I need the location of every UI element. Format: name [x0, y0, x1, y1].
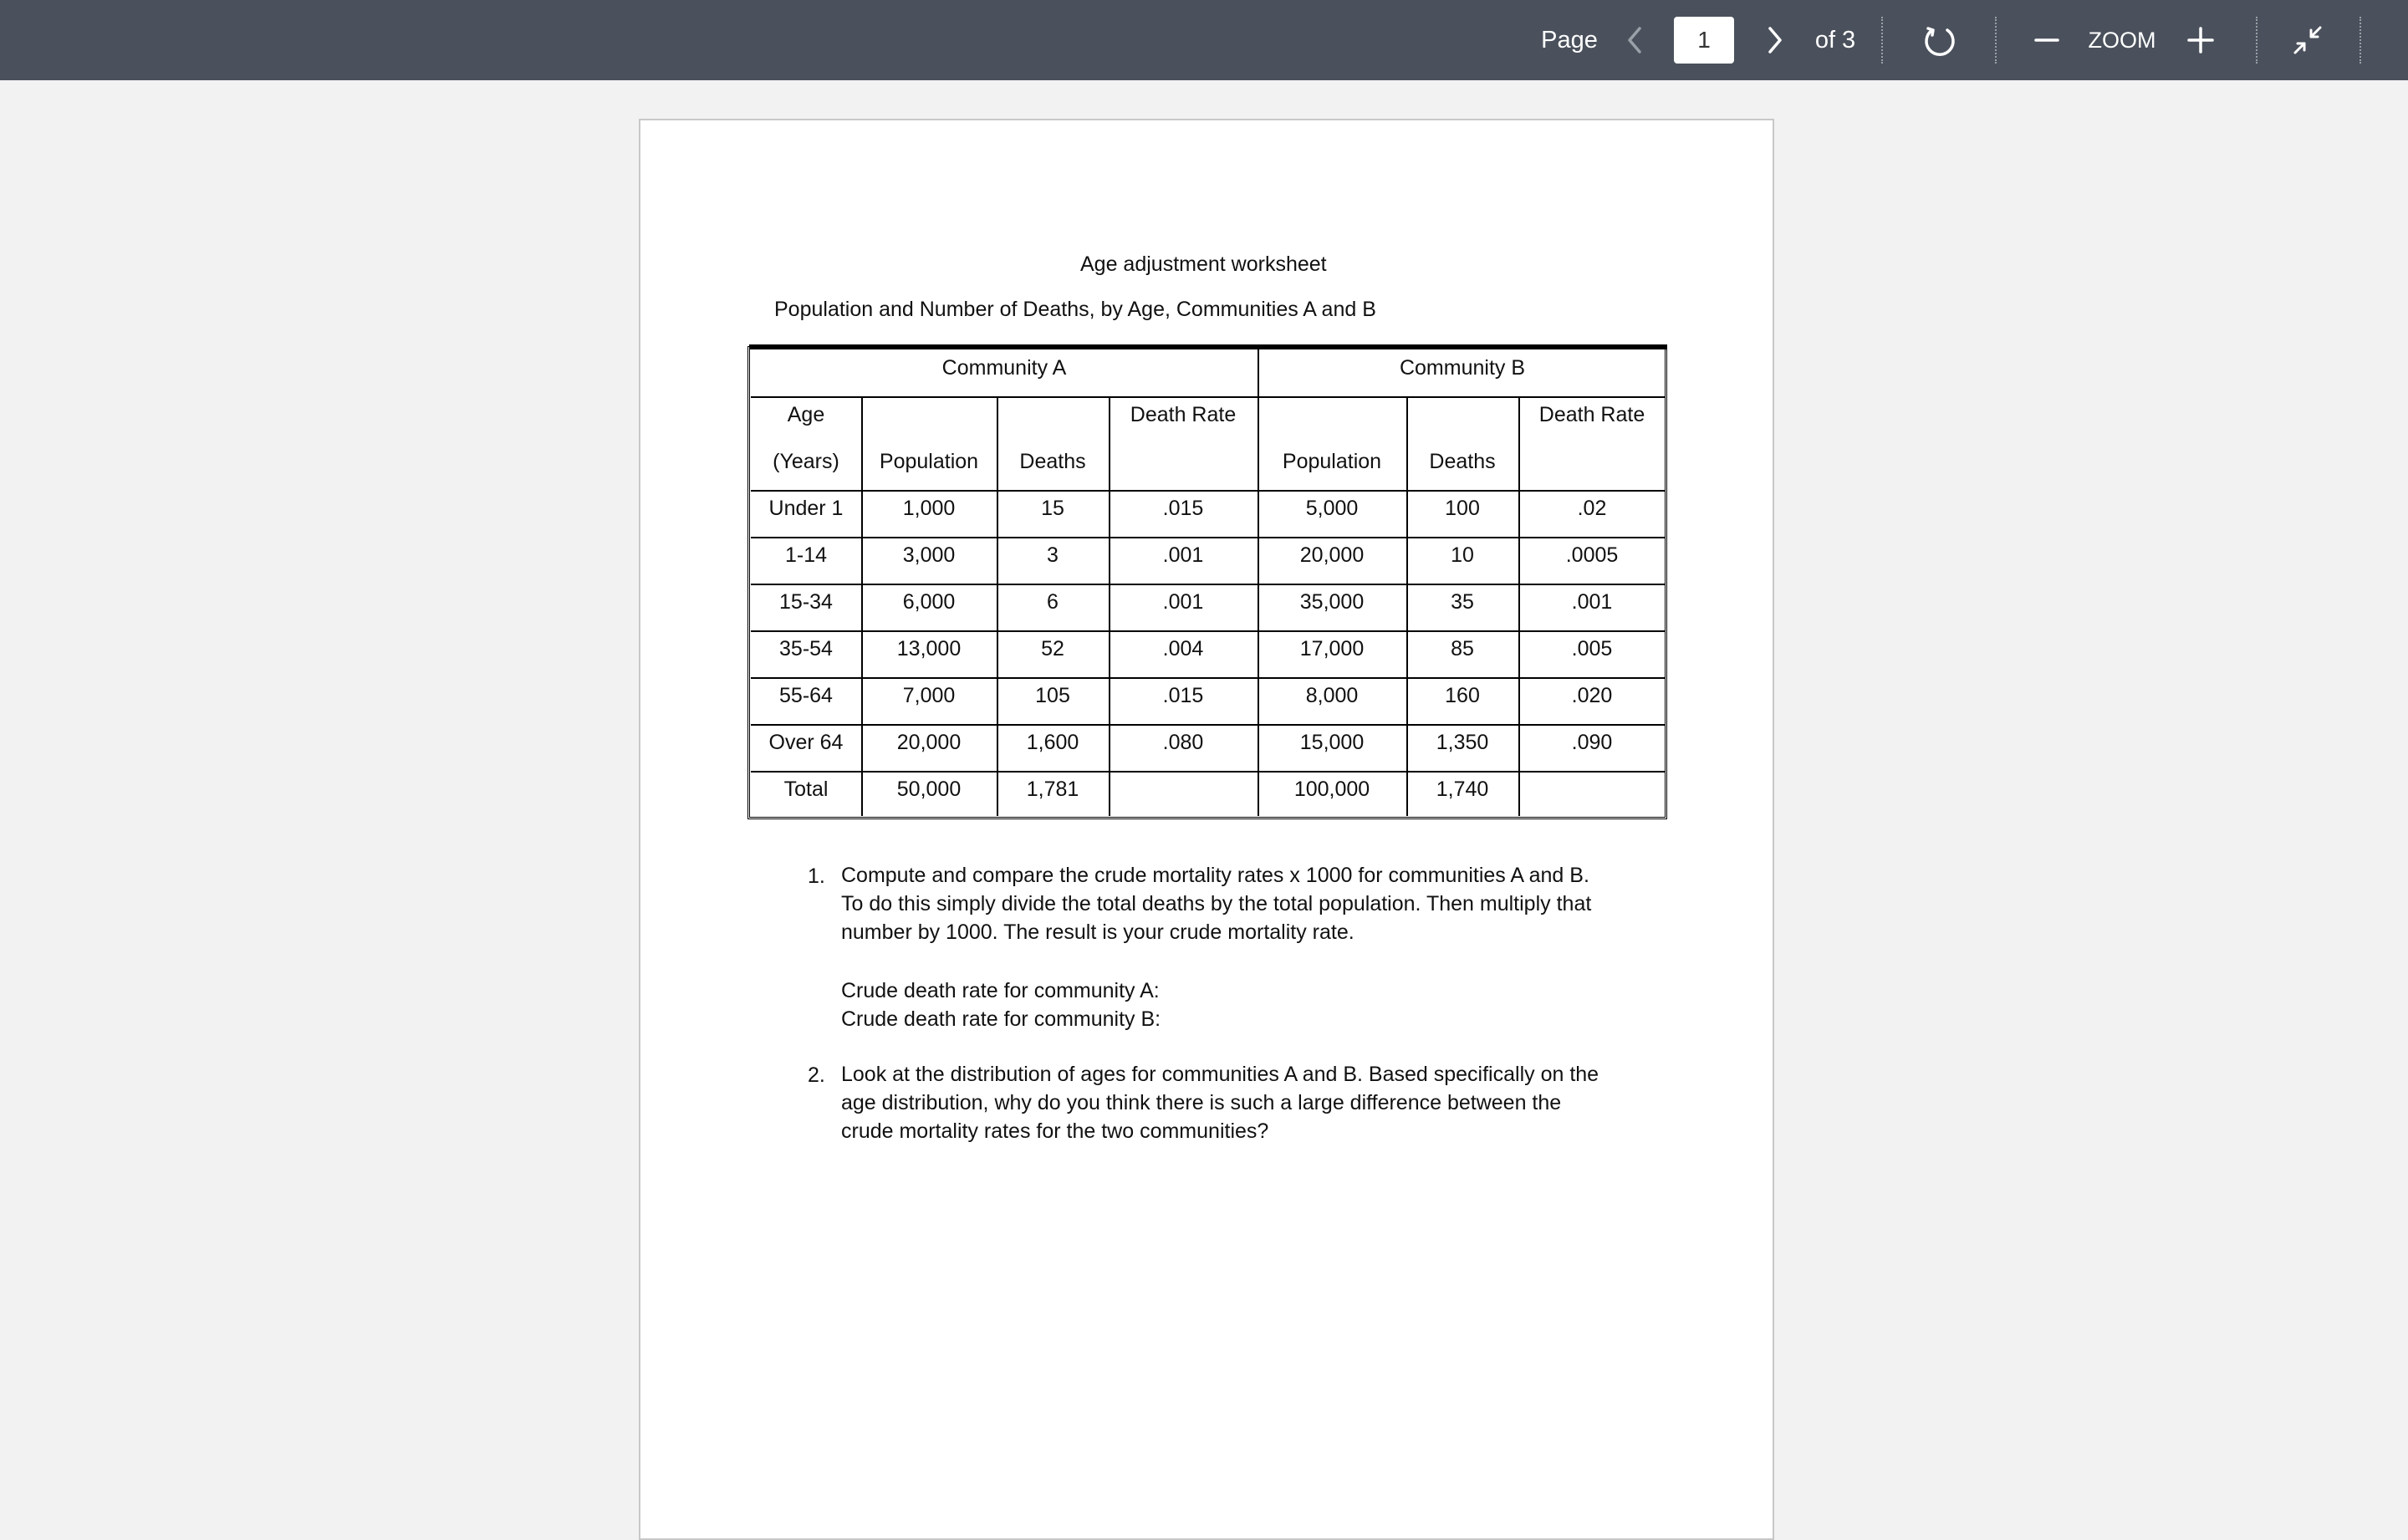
- page-label: Page: [1541, 26, 1598, 54]
- text-line: Compute and compare the crude mortality rates x 1000 for communities A and B.: [841, 864, 1589, 887]
- zoom-label: ZOOM: [2088, 27, 2156, 53]
- separator: [2360, 17, 2361, 64]
- table-cell: 105: [1035, 684, 1070, 707]
- table-cell: .004: [1162, 637, 1204, 660]
- separator: [1881, 17, 1883, 64]
- table-rule: [751, 677, 1666, 679]
- table-cell: 3: [1047, 543, 1059, 567]
- table-cell: .001: [1571, 590, 1613, 614]
- table-cell: .090: [1571, 731, 1613, 754]
- table-cell: .015: [1162, 684, 1204, 707]
- table-cell: 1,350: [1436, 731, 1489, 754]
- text-line: number by 1000. The result is your crude mortality rate.: [841, 920, 1354, 944]
- crude-rate-answers: [841, 977, 1644, 1033]
- column-header: (Years): [773, 450, 839, 473]
- table-cell: Total: [783, 778, 829, 801]
- zoom-in-icon: [2186, 26, 2215, 54]
- question-2-text: [841, 1060, 1644, 1145]
- table-cell: 8,000: [1305, 684, 1359, 707]
- table-cell: 1,000: [902, 497, 956, 520]
- table-cell: 1,740: [1436, 778, 1489, 801]
- table-cell: 35: [1451, 590, 1474, 614]
- viewer-toolbar: [0, 0, 2408, 80]
- table-cell: .0005: [1565, 543, 1619, 567]
- table-cell: .015: [1162, 497, 1204, 520]
- separator: [1995, 17, 1997, 64]
- table-cell: Over 64: [768, 731, 844, 754]
- table-rule: [751, 537, 1666, 538]
- zoom-out-button[interactable]: [2030, 0, 2064, 80]
- page-number-input[interactable]: 1: [1674, 17, 1734, 64]
- exit-fullscreen-button[interactable]: [2288, 0, 2328, 80]
- table-rule: [751, 584, 1666, 585]
- table-cell: 6: [1047, 590, 1059, 614]
- answer-line-a: Crude death rate for community A:: [841, 979, 1160, 1002]
- table-cell: .080: [1162, 731, 1204, 754]
- text-line: age distribution, why do you think there is such a large difference between the: [841, 1091, 1562, 1114]
- group-header-community-b: Community B: [1399, 356, 1526, 380]
- table-cell: 85: [1451, 637, 1474, 660]
- question-number: 2.: [808, 1063, 825, 1087]
- column-header: Death Rate: [1130, 403, 1237, 426]
- table-cell: 100: [1445, 497, 1480, 520]
- table-cell: .005: [1571, 637, 1613, 660]
- collapse-icon: [2292, 24, 2324, 56]
- prev-page-button[interactable]: [1619, 0, 1650, 80]
- table-cell: 6,000: [902, 590, 956, 614]
- table-rule: [751, 724, 1666, 726]
- table-cell: .02: [1577, 497, 1607, 520]
- table-rule: [751, 490, 1666, 492]
- table-cell: .020: [1571, 684, 1613, 707]
- table-cell: 13,000: [896, 637, 962, 660]
- text-line: To do this simply divide the total deaths by the total population. Then multiply that: [841, 892, 1592, 915]
- table-cell: 5,000: [1305, 497, 1359, 520]
- zoom-out-icon: [2033, 27, 2060, 54]
- next-page-button[interactable]: [1759, 0, 1791, 80]
- document-page: [639, 119, 1774, 1540]
- table-cell: 3,000: [902, 543, 956, 567]
- table-cell: 35-54: [779, 637, 833, 660]
- answer-line-b: Crude death rate for community B:: [841, 1007, 1161, 1031]
- table-cell: 15-34: [779, 590, 833, 614]
- column-header: Population: [879, 450, 979, 473]
- table-cell: 20,000: [1299, 543, 1365, 567]
- table-cell: 20,000: [896, 731, 962, 754]
- column-header: Death Rate: [1538, 403, 1645, 426]
- table-cell: 160: [1445, 684, 1480, 707]
- table-cell: 35,000: [1299, 590, 1365, 614]
- separator: [2256, 17, 2258, 64]
- table-cell: 10: [1451, 543, 1474, 567]
- table-cell: 15,000: [1299, 731, 1365, 754]
- zoom-in-button[interactable]: [2184, 0, 2217, 80]
- total-pages: of 3: [1814, 26, 1856, 54]
- column-header: Deaths: [1429, 450, 1496, 473]
- column-header: Deaths: [1019, 450, 1086, 473]
- worksheet-title: Age adjustment worksheet: [1080, 252, 1327, 276]
- table-cell: 1,781: [1026, 778, 1079, 801]
- table-rule: [751, 630, 1666, 632]
- table-cell: .001: [1162, 590, 1204, 614]
- table-cell: 1-14: [784, 543, 828, 567]
- table-cell: Under 1: [768, 497, 844, 520]
- table-rule: [751, 396, 1666, 398]
- table-cell: 15: [1041, 497, 1064, 520]
- table-caption: Population and Number of Deaths, by Age, Communities A and B: [774, 298, 1376, 321]
- table-rule: [751, 771, 1666, 773]
- group-header-community-a: Community A: [941, 356, 1067, 380]
- table-cell: .001: [1162, 543, 1204, 567]
- table-cell: 55-64: [779, 684, 833, 707]
- question-1-text: [841, 861, 1644, 946]
- table-top-rule: [749, 344, 1667, 349]
- text-line: crude mortality rates for the two communities?: [841, 1119, 1269, 1143]
- question-number: 1.: [808, 864, 825, 888]
- chevron-left-icon: [1625, 26, 1644, 54]
- column-header: Population: [1282, 450, 1382, 473]
- column-header: Age: [787, 403, 825, 426]
- table-cell: 7,000: [902, 684, 956, 707]
- refresh-button[interactable]: [1920, 0, 1960, 80]
- table-cell: 50,000: [896, 778, 962, 801]
- table-cell: 17,000: [1299, 637, 1365, 660]
- table-cell: 100,000: [1293, 778, 1370, 801]
- text-line: Look at the distribution of ages for communities A and B. Based specifically on the: [841, 1063, 1599, 1086]
- table-cell: 52: [1041, 637, 1064, 660]
- table-cell: 1,600: [1026, 731, 1079, 754]
- chevron-right-icon: [1766, 26, 1784, 54]
- refresh-icon: [1922, 23, 1957, 58]
